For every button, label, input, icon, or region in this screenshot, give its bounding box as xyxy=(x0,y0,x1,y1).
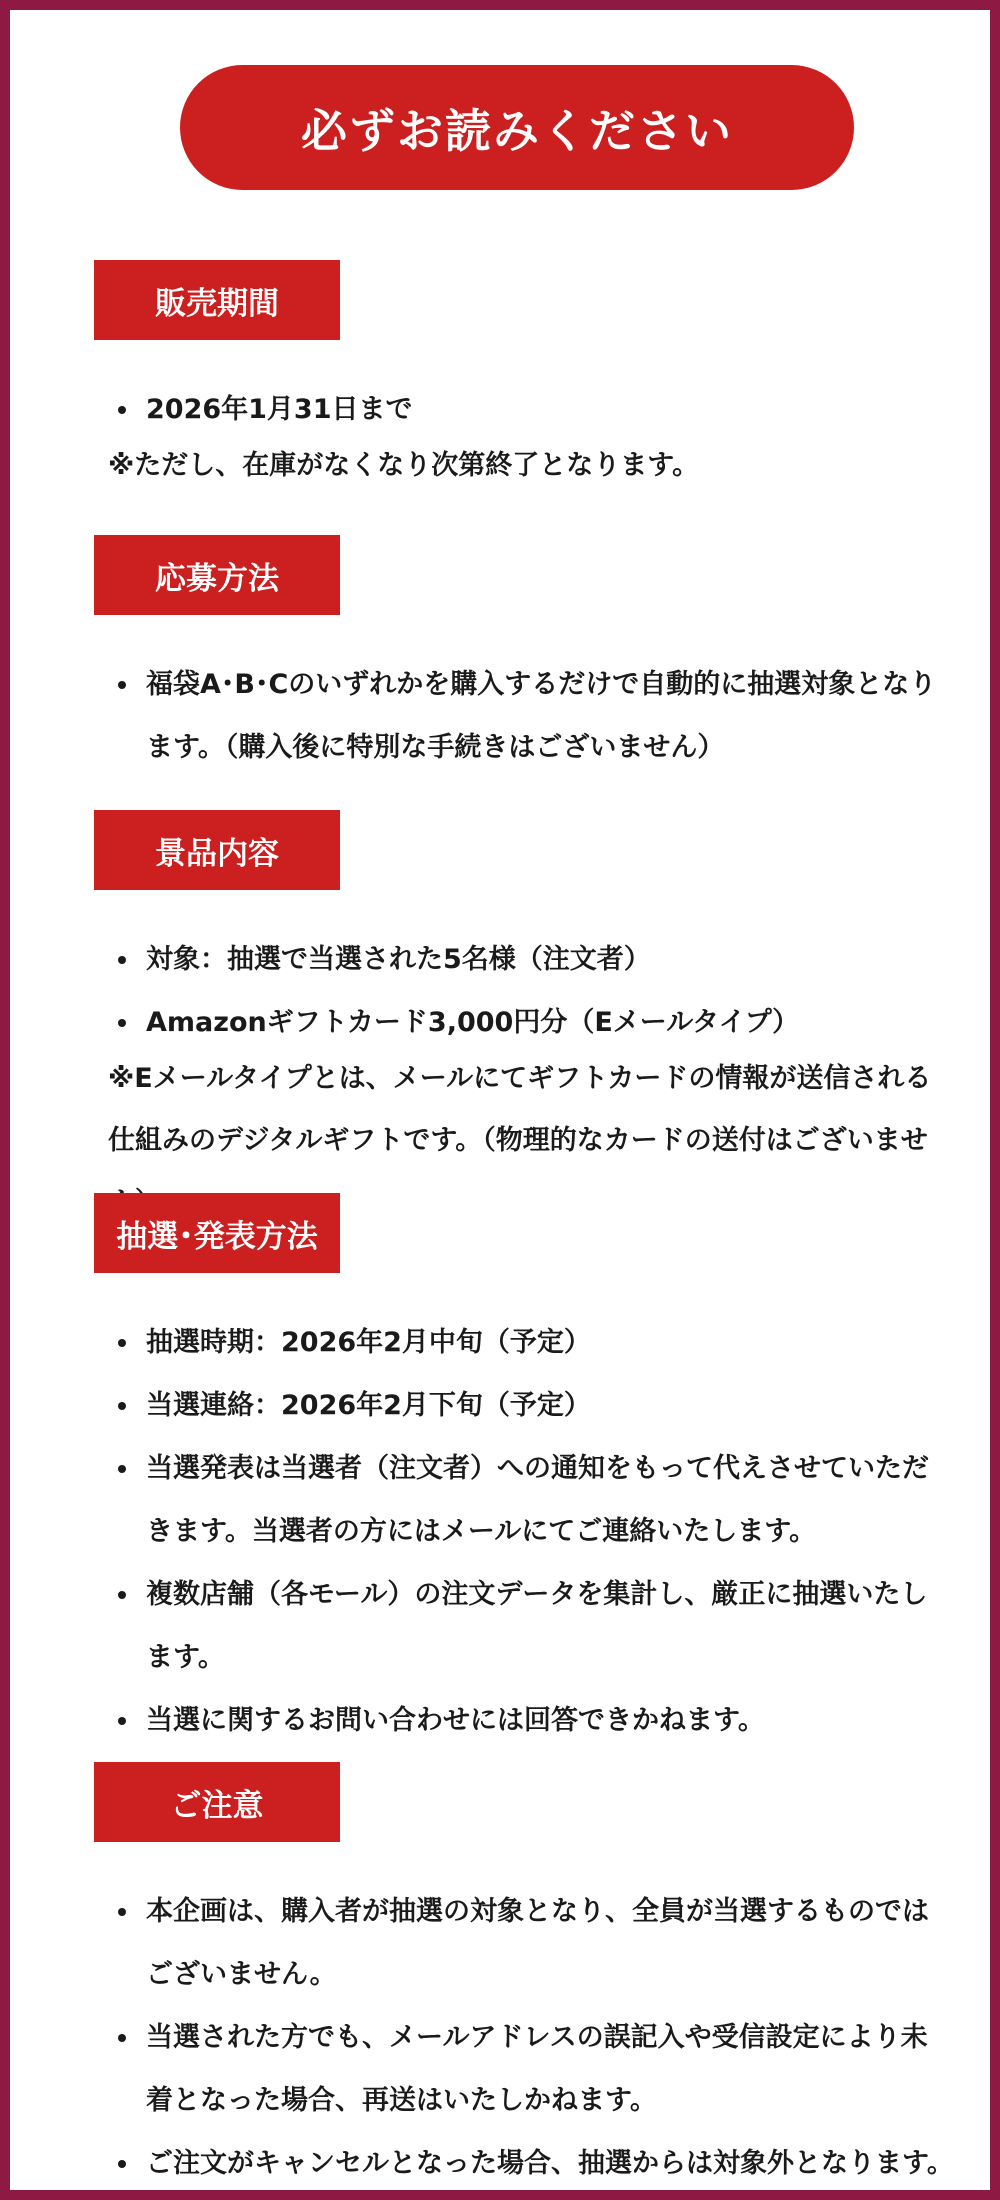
page-title: 必ずお読みください xyxy=(301,103,733,158)
list-item: Amazonギフトカード3,000円分（Eメールタイプ） xyxy=(94,991,954,1054)
section-entry-method xyxy=(94,535,954,779)
list-item: 抽選時期：2026年2月中旬（予定） xyxy=(94,1311,954,1374)
page-title-banner xyxy=(180,65,854,190)
list-item: 2026年1月31日まで xyxy=(94,378,954,441)
section-heading: 景品内容 xyxy=(94,810,340,890)
section-lottery-announcement xyxy=(94,1193,954,1752)
section-heading: 販売期間 xyxy=(94,260,340,340)
item-list xyxy=(94,1311,954,1752)
section-cautions xyxy=(94,1762,954,2195)
item-list xyxy=(94,378,954,441)
list-item: 当選連絡：2026年2月下旬（予定） xyxy=(94,1374,954,1437)
section-prize-details xyxy=(94,810,954,1234)
list-item: 当選された方でも、メールアドレスの誤記入や受信設定により未着となった場合、再送はいたしかねます。 xyxy=(94,2006,954,2132)
section-heading: 抽選･発表方法 xyxy=(94,1193,340,1273)
item-list xyxy=(94,928,954,1054)
list-item: 当選に関するお問い合わせには回答できかねます。 xyxy=(94,1689,954,1752)
list-item: ご注文がキャンセルとなった場合、抽選からは対象外となります。 xyxy=(94,2132,954,2195)
item-list xyxy=(94,1880,954,2195)
section-sales-period xyxy=(94,260,954,497)
list-item: 本企画は、購入者が抽選の対象となり、全員が当選するものではございません。 xyxy=(94,1880,954,2006)
section-note: ※Eメールタイプとは、メールにてギフトカードの情報が送信される仕組みのデジタルギフトです。（物理的なカードの送付はございませ xyxy=(108,1063,932,1156)
section-heading: 応募方法 xyxy=(94,535,340,615)
item-list xyxy=(94,653,954,779)
list-item: 福袋A･B･Cのいずれかを購入するだけで自動的に抽選対象となります。（購入後に特別な手続きはございません） xyxy=(94,653,954,779)
section-note: ※ただし、在庫がなくなり次第終了となります。 xyxy=(108,450,700,481)
list-item: 複数店舗（各モール）の注文データを集計し、厳正に抽選いたします。 xyxy=(94,1563,954,1689)
section-heading: ご注意 xyxy=(94,1762,340,1842)
list-item: 当選発表は当選者（注文者）への通知をもって代えさせていただきます。当選者の方にはメールにてご連絡いたします。 xyxy=(94,1437,954,1563)
list-item: 対象：抽選で当選された5名様（注文者） xyxy=(94,928,954,991)
